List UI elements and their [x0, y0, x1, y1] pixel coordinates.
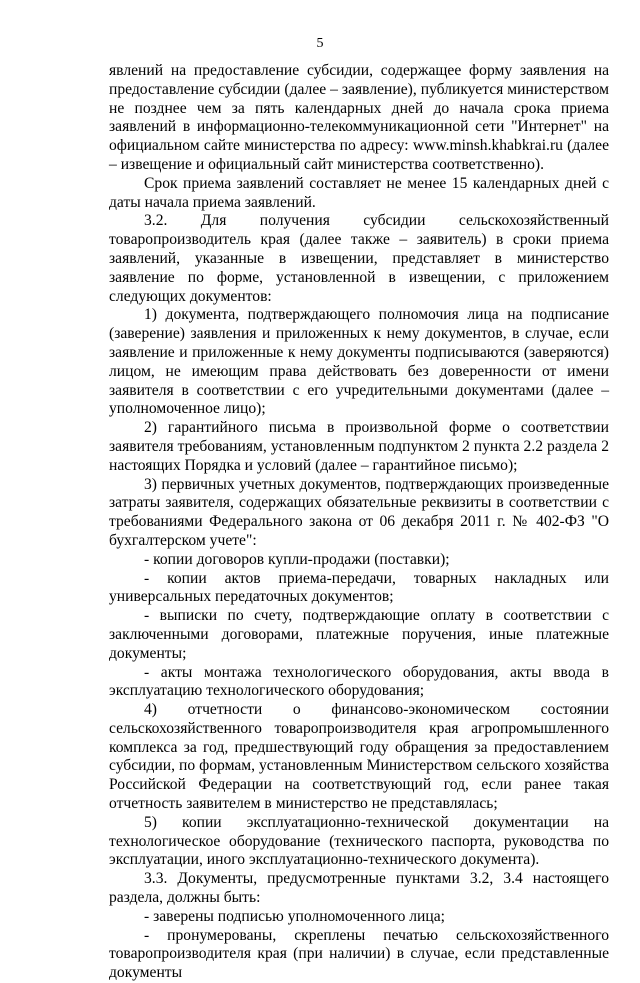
document-body	[109, 62, 609, 983]
paragraph: 4) отчетности о финансово-экономическом состоянии сельскохозяйственного товаропроизводителя края агропромышленного комплекса за год, предшествующий году обращения за предоставлением субсидии, по формам, установленным Министерством сельского хозяйства Российской Федерации на соответствующий год, если ранее такая отчетность заявителем в министерство не представлялась;	[109, 701, 609, 813]
page-number: 5	[316, 36, 324, 51]
paragraph: - акты монтажа технологического оборудования, акты ввода в эксплуатацию технологического оборудования;	[109, 663, 609, 700]
paragraph: 1) документа, подтверждающего полномочия лица на подписание (заверение) заявления и приложенных к нему документов, в случае, если заявление и приложенные к нему документы подписываются (заверяются) лицом, не имеющим права действовать без доверенности от имени заявителя в соответствии с его учредительными документами (далее – уполномоченное лицо);	[109, 306, 609, 418]
paragraph: Срок приема заявлений составляет не менее 15 календарных дней с даты начала приема заявлений.	[109, 174, 609, 211]
paragraph: - заверены подписью уполномоченного лица;	[144, 907, 446, 925]
paragraph: явлений на предоставление субсидии, содержащее форму заявления на предоставление субсидии (далее – заявление), публикуется министерством не позднее чем за пять календарных дней до начала срока приема заявлений в информационно-телекоммуникационной сети "Интернет" на официальном сайте министерства по адресу: www.minsh.khabkrai.ru (далее – извещение и официальный сайт министерства соответственно).	[109, 62, 609, 173]
paragraph: - копии договоров купли-продажи (поставки);	[144, 550, 450, 568]
paragraph: 3.2. Для получения субсидии сельскохозяйственный товаропроизводитель края (далее также – заявитель) в сроки приема заявлений, указанные в извещении, представляет в министерство заявление по форме, установленной в извещении, с приложением следующих документов:	[109, 212, 609, 305]
paragraph: - выписки по счету, подтверждающие оплату в соответствии с заключенными договорами, платежные поручения, иные платежные документы;	[109, 607, 609, 662]
paragraph: 2) гарантийного письма в произвольной форме о соответствии заявителя требованиям, установленным подпунктом 2 пункта 2.2 раздела 2 настоящих Порядка и условий (далее – гарантийное письмо);	[109, 419, 609, 474]
paragraph: - пронумерованы, скреплены печатью сельскохозяйственного товаропроизводителя края (при наличии) в случае, если представленные документы	[109, 926, 609, 982]
paragraph: 3.3. Документы, предусмотренные пунктами 3.2, 3.4 настоящего раздела, должны быть:	[109, 870, 609, 907]
paragraph: 3) первичных учетных документов, подтверждающих произведенные затраты заявителя, содержащих обязательные реквизиты в соответствии с требованиями Федерального закона от 06 декабря 2011 г. № 402-ФЗ "О бухгалтерском учете":	[109, 475, 609, 549]
paragraph: 5) копии эксплуатационно-технической документации на технологическое оборудование (технического паспорта, руководства по эксплуатации, иного эксплуатационно-технического документа).	[109, 813, 609, 869]
paragraph: - копии актов приема-передачи, товарных накладных или универсальных передаточных документов;	[109, 569, 609, 606]
